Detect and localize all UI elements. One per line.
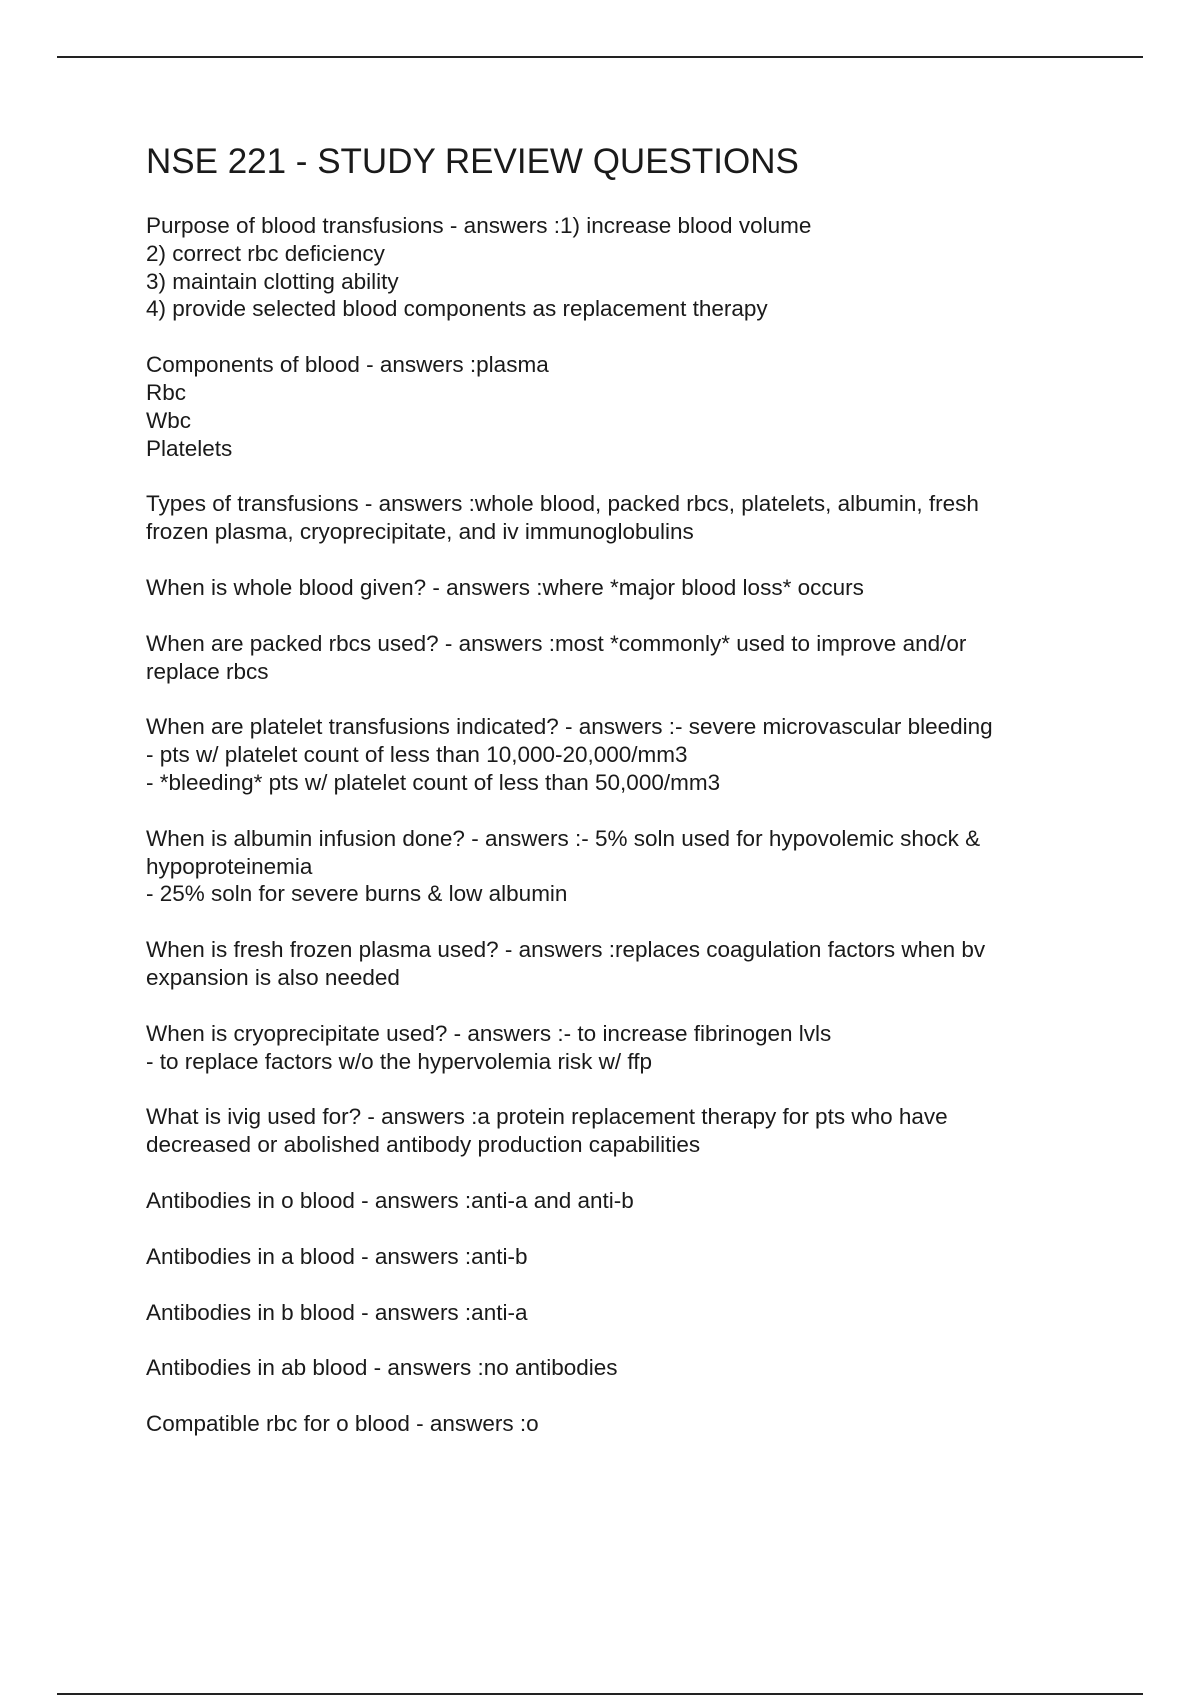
qa-line: 2) correct rbc deficiency xyxy=(146,240,385,266)
qa-entry xyxy=(146,1354,1086,1382)
qa-line: expansion is also needed xyxy=(146,964,400,990)
qa-line: When is cryoprecipitate used? - answers :- to increase fibrinogen lvls xyxy=(146,1020,832,1046)
qa-line: - pts w/ platelet count of less than 10,000-20,000/mm3 xyxy=(146,742,688,768)
top-rule xyxy=(57,56,1143,58)
qa-line: Wbc xyxy=(146,407,191,433)
qa-line: Antibodies in a blood - answers :anti-b xyxy=(146,1243,528,1269)
qa-entry xyxy=(146,1187,1086,1215)
qa-entry xyxy=(146,574,1086,602)
page-title: NSE 221 - STUDY REVIEW QUESTIONS xyxy=(146,142,799,181)
qa-entry xyxy=(146,1020,1086,1076)
qa-line: Antibodies in ab blood - answers :no antibodies xyxy=(146,1355,618,1381)
qa-entry xyxy=(146,490,1086,546)
qa-line: When is whole blood given? - answers :where *major blood loss* occurs xyxy=(146,574,864,600)
qa-line: hypoproteinemia xyxy=(146,853,313,879)
qa-line: When is albumin infusion done? - answers :- 5% soln used for hypovolemic shock & xyxy=(146,825,981,851)
qa-entry xyxy=(146,713,1086,796)
qa-line: Purpose of blood transfusions - answers :1) increase blood volume xyxy=(146,213,812,238)
bottom-rule xyxy=(57,1693,1143,1695)
qa-line: Platelets xyxy=(146,435,233,461)
qa-line: Components of blood - answers :plasma xyxy=(146,352,549,378)
qa-line: 3) maintain clotting ability xyxy=(146,268,399,294)
qa-line: Compatible rbc for o blood - answers :o xyxy=(146,1411,539,1437)
qa-line: - to replace factors w/o the hypervolemia risk w/ ffp xyxy=(146,1048,653,1074)
qa-line: Rbc xyxy=(146,379,187,405)
qa-entry xyxy=(146,351,1086,462)
qa-line: - 25% soln for severe burns & low albumin xyxy=(146,881,568,907)
qa-entry xyxy=(146,1103,1086,1159)
qa-entry xyxy=(146,825,1086,908)
qa-line: 4) provide selected blood components as replacement therapy xyxy=(146,296,768,322)
qa-line: Antibodies in o blood - answers :anti-a and anti-b xyxy=(146,1187,634,1213)
qa-line: When are packed rbcs used? - answers :most *commonly* used to improve and/or xyxy=(146,630,967,656)
qa-entry xyxy=(146,212,1086,323)
qa-line: replace rbcs xyxy=(146,658,269,684)
document-body xyxy=(146,140,1086,1466)
qa-line: frozen plasma, cryoprecipitate, and iv immunoglobulins xyxy=(146,519,694,545)
qa-line: What is ivig used for? - answers :a protein replacement therapy for pts who have xyxy=(146,1104,948,1130)
qa-entry xyxy=(146,1243,1086,1271)
qa-entry xyxy=(146,1410,1086,1438)
qa-line: Antibodies in b blood - answers :anti-a xyxy=(146,1299,528,1325)
qa-entry xyxy=(146,936,1086,992)
qa-entry xyxy=(146,630,1086,686)
qa-line: Types of transfusions - answers :whole blood, packed rbcs, platelets, albumin, fresh xyxy=(146,491,979,517)
qa-line: When is fresh frozen plasma used? - answers :replaces coagulation factors when bv xyxy=(146,937,986,963)
qa-line: - *bleeding* pts w/ platelet count of less than 50,000/mm3 xyxy=(146,769,721,795)
qa-line: When are platelet transfusions indicated? - answers :- severe microvascular bleeding xyxy=(146,714,993,740)
qa-entry xyxy=(146,1299,1086,1327)
qa-line: decreased or abolished antibody production capabilities xyxy=(146,1132,701,1158)
